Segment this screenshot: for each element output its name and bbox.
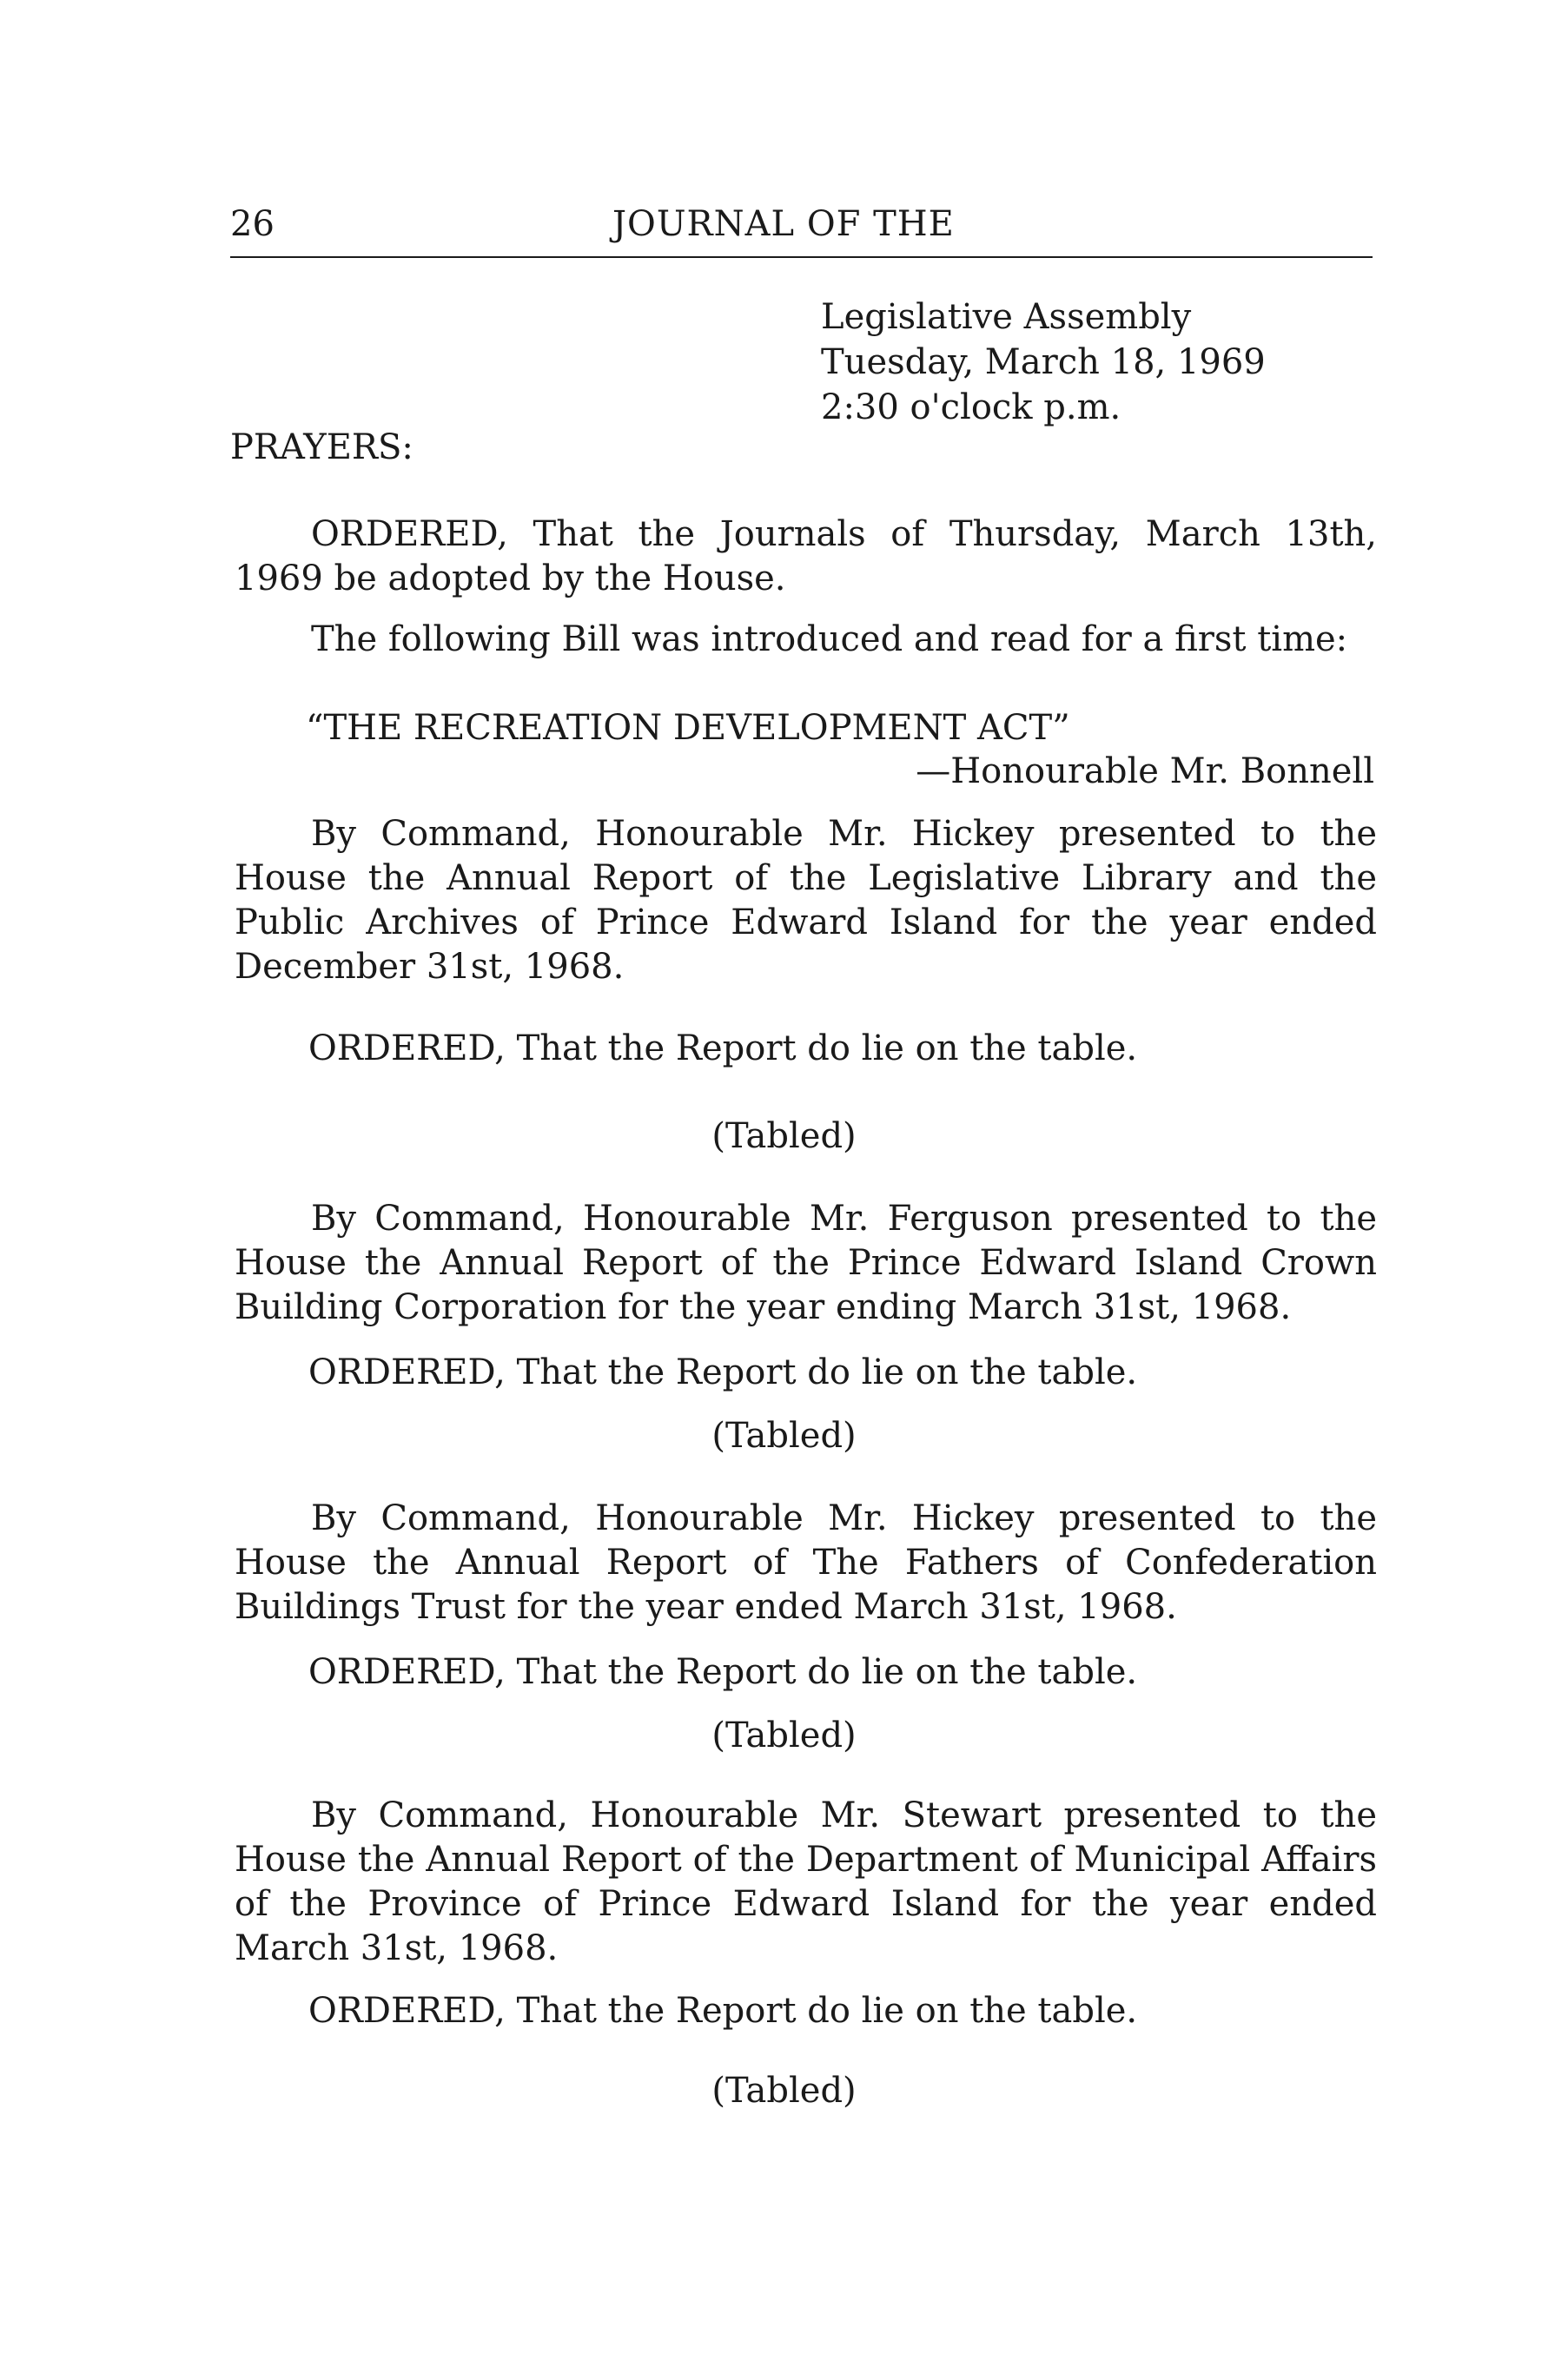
ordered-line: ORDERED, That the Report do lie on the table. (308, 1352, 1138, 1392)
tabled-label: (Tabled) (711, 1116, 857, 1156)
bill-title: “THE RECREATION DEVELOPMENT ACT” (306, 708, 1070, 748)
tabled-label: (Tabled) (711, 2071, 857, 2111)
paragraph-text: ORDERED, That the Journals of Thursday, March 13th, 1969 be adopted by the House. (235, 514, 1377, 598)
paragraph-text: By Command, Honourable Mr. Stewart presented to the House the Annual Report of the Department of Municipal Affairs of the Province of Prince Edward Island for the year ended March 31st, 1968. (235, 1795, 1377, 1968)
paragraph-text: By Command, Honourable Mr. Hickey presented to the House the Annual Report of The Fathers of Confederation Buildings Trust for the year ended March 31st, 1968. (235, 1498, 1377, 1627)
session-body: Legislative Assembly (821, 297, 1192, 337)
paragraph-journals-adopted (235, 512, 1377, 601)
paragraph-library-report (235, 812, 1377, 989)
paragraph-text: By Command, Honourable Mr. Ferguson presented to the House the Annual Report of the Prince Edward Island Crown Building Corporation for the year ending March 31st, 1968. (235, 1199, 1377, 1327)
bill-sponsor: —Honourable Mr. Bonnell (916, 751, 1374, 791)
paragraph-bill-intro (235, 618, 1377, 662)
ordered-line: ORDERED, That the Report do lie on the table. (308, 1028, 1138, 1068)
paragraph-text: By Command, Honourable Mr. Hickey presented to the House the Annual Report of the Legislative Library and the Public Archives of Prince Edward Island for the year ended December 31st, 1968. (235, 814, 1377, 987)
header-rule (230, 256, 1373, 258)
ordered-line: ORDERED, That the Report do lie on the table. (308, 1652, 1138, 1692)
session-time: 2:30 o'clock p.m. (821, 387, 1121, 427)
paragraph-municipal-affairs-report (235, 1794, 1377, 1971)
tabled-label: (Tabled) (711, 1716, 857, 1755)
page-number: 26 (230, 204, 275, 244)
tabled-label: (Tabled) (711, 1416, 857, 1456)
paragraph-crown-building-report (235, 1197, 1377, 1330)
prayers-label: PRAYERS: (230, 427, 414, 467)
ordered-line: ORDERED, That the Report do lie on the table. (308, 1991, 1138, 2031)
paragraph-text: The following Bill was introduced and read for a first time: (311, 619, 1348, 659)
paragraph-fathers-confederation-report (235, 1497, 1377, 1630)
session-date: Tuesday, March 18, 1969 (821, 342, 1266, 382)
running-title: JOURNAL OF THE (612, 204, 955, 244)
